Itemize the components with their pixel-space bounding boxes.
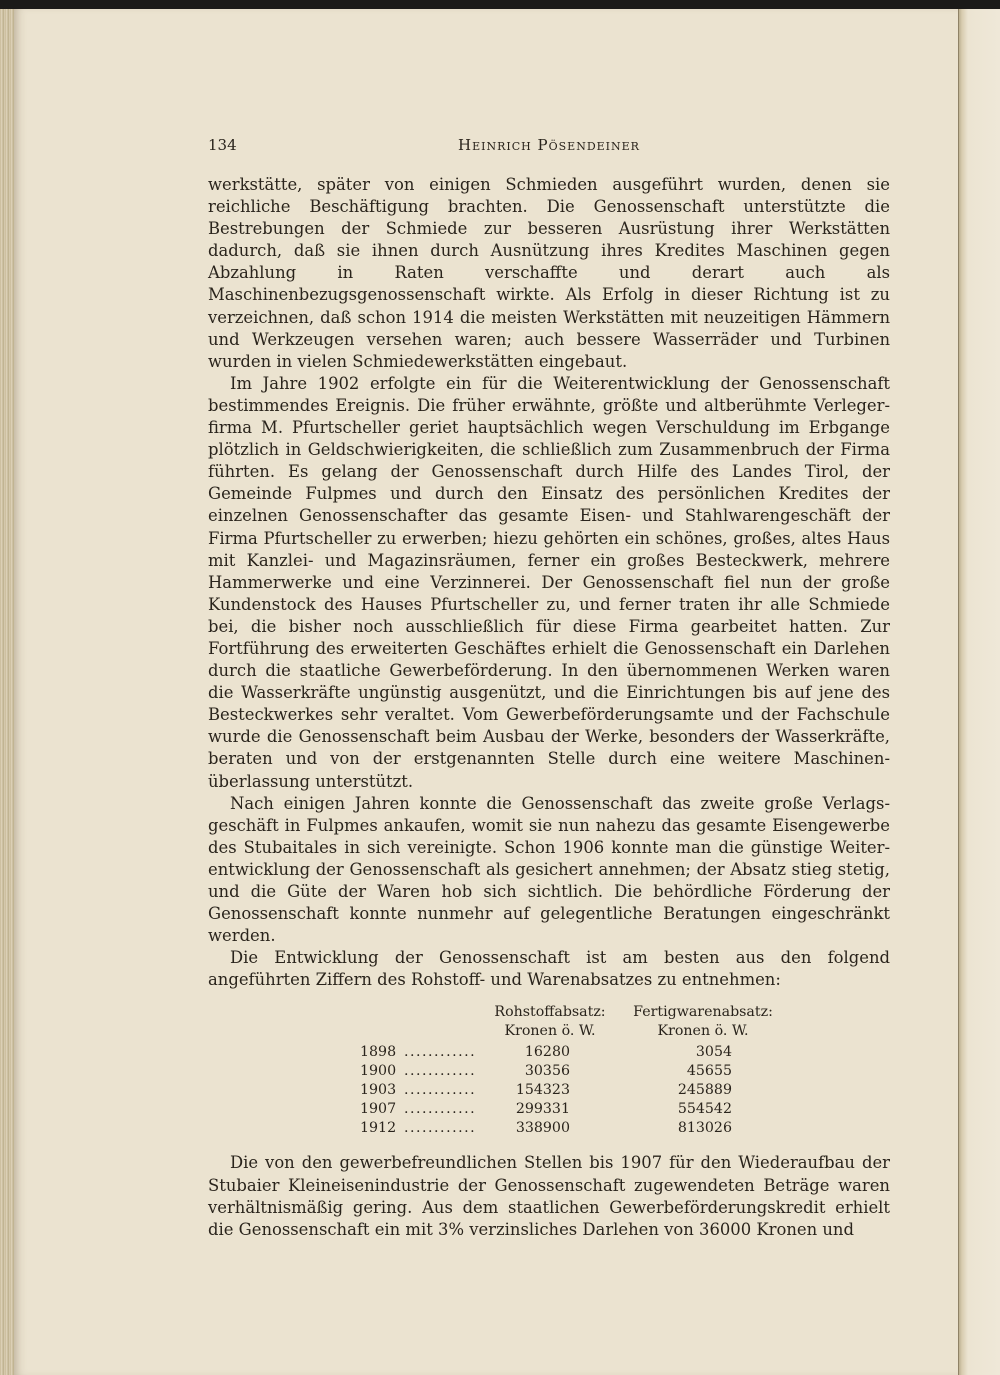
dot-leader: ............ [404, 1082, 477, 1099]
row-year: 1912 [360, 1120, 397, 1137]
row-year: 1898 [360, 1044, 397, 1061]
body-text [208, 174, 890, 991]
table-row [208, 1062, 890, 1081]
paragraph-1: werkstätte, später von einigen Schmieden ausgeführt wurden, denen sie reichliche Beschäftigung brachten. Die Genossenschaft unterstützte die Bestrebungen der Schmiede zur besseren Ausrüstung ihrer Werkstätten dadurch, daß sie ihnen durch Ausnützung ihres Kredites Maschinen gegen Abzahlung in Raten verschaffte und derart auch als Maschinenbezugsgenossenschaft wirkte. Als Erfolg in dieser Richtung ist zu verzeichnen, daß schon 1914 die meisten Werkstätten mit neuzeitigen Hämmern und Werkzeugen versehen waren; auch bessere Wasserräder und Turbinen wurden in vielen Schmiedewerkstätten eingebaut. [208, 175, 890, 371]
row-year: 1907 [360, 1101, 397, 1118]
row-year: 1900 [360, 1063, 397, 1080]
running-head [208, 130, 890, 160]
row-fertig: 813026 [677, 1120, 732, 1137]
row-fertig: 245889 [677, 1082, 732, 1099]
column-header-rohstoff [470, 1003, 630, 1041]
gutter-fold-line [958, 9, 959, 1375]
page-content [208, 130, 890, 1241]
row-fertig: 3054 [695, 1044, 732, 1061]
table-row [208, 1081, 890, 1100]
running-title: Heinrich Pösendeiner [458, 136, 640, 154]
row-fertig: 45655 [686, 1063, 732, 1080]
dot-leader: ............ [404, 1101, 477, 1118]
row-rohstoff: 299331 [515, 1101, 570, 1118]
paragraph-3: Nach einigen Jahren konnte die Genossenschaft das zweite große Verlagsgeschäft in Fulpmes ankaufen, womit sie nun nahezu das gesamte Eisengewerbe des Stubaitales in sich vereinigte. Schon 1906 konnte man die günstige Weiterentwicklung der Genossenschaft als gesichert annehmen; der Absatz stieg stetig, und die Güte der Waren hob sich sichtlich. Die behördliche Förderung der Genossenschaft konnte nunmehr auf gelegentliche Beratungen eingeschränkt werden. [208, 793, 890, 946]
book-gutter-right [958, 9, 1000, 1375]
row-rohstoff: 16280 [524, 1044, 570, 1061]
closing-text [208, 1152, 890, 1240]
paragraph-5: Die von den gewerbefreundlichen Stellen bis 1907 für den Wiederaufbau der Stubaier Kleineisenindustrie der Genossenschaft zugewendeten Beträge waren verhältnismäßig gering. Aus dem staatlichen Gewerbeförderungskredit erhielt die Genossenschaft ein mit 3% verzinsliches Darlehen von 36000 Kronen und [208, 1153, 890, 1239]
row-fertig: 554542 [677, 1101, 732, 1118]
row-rohstoff: 30356 [524, 1063, 570, 1080]
table-row [208, 1100, 890, 1119]
column-header-rohstoff-unit: Kronen ö. W. [504, 1023, 596, 1040]
column-header-fertig-title: Fertigwarenabsatz: [633, 1004, 773, 1021]
book-page-edges-left [0, 9, 14, 1375]
paragraph-2: Im Jahre 1902 erfolgte ein für die Weiterentwicklung der Genossenschaft bestimmendes Ereignis. Die früher erwähnte, größte und altberühmte Verlegerfirma M. Pfurtscheller geriet hauptsächlich wegen Verschuldung im Erbgange plötzlich in Geldschwierigkeiten, die schließlich zum Zusammenbruch der Firma führten. Es gelang der Genossenschaft durch Hilfe des Landes Tirol, der Gemeinde Fulpmes und durch den Einsatz des persönlichen Kredites der einzelnen Genossenschafter das gesamte Eisen- und Stahlwarengeschäft der Firma Pfurtscheller zu erwerben; hiezu gehörten ein schönes, großes, altes Haus mit Kanzlei- und Magazinsräumen, ferner ein großes Besteckwerk, mehrere Hammerwerke und eine Verzinnerei. Der Genossenschaft fiel nun der große Kundenstock des Hauses Pfurtscheller zu, und ferner traten ihr alle Schmiede bei, die bisher noch ausschließlich für diese Firma gearbeitet hatten. Zur Fortführung des erweiterten Geschäftes erhielt die Genossenschaft ein Darlehen durch die staatliche Gewerbeförderung. In den übernommenen Werken waren die Wasserkräfte ungünstig ausgenützt, und die Einrichtungen bis auf jene des Besteckwerkes sehr veraltet. Vom Gewerbeförderungsamte und der Fachschule wurde die Genossenschaft beim Ausbau der Werke, besonders der Wasserkräfte, beraten und von der erstgenannten Stelle durch eine weitere Maschinenüberlassung unterstützt. [208, 373, 890, 791]
column-header-fertig [628, 1003, 778, 1041]
paragraph-4: Die Entwicklung der Genossenschaft ist am besten aus den folgend angeführten Ziffern des Rohstoff- und Warenabsatzes zu entnehmen: [208, 948, 890, 990]
scan-top-border [0, 0, 1000, 9]
column-header-fertig-unit: Kronen ö. W. [657, 1023, 749, 1040]
dot-leader: ............ [404, 1044, 477, 1061]
sales-table [208, 1003, 890, 1138]
table-header [208, 1003, 890, 1043]
dot-leader: ............ [404, 1063, 477, 1080]
row-rohstoff: 154323 [515, 1082, 570, 1099]
page-number: 134 [208, 136, 237, 154]
column-header-rohstoff-title: Rohstoffabsatz: [494, 1004, 606, 1021]
table-row [208, 1043, 890, 1062]
table-row [208, 1119, 890, 1138]
row-rohstoff: 338900 [515, 1120, 570, 1137]
dot-leader: ............ [404, 1120, 477, 1137]
row-year: 1903 [360, 1082, 397, 1099]
